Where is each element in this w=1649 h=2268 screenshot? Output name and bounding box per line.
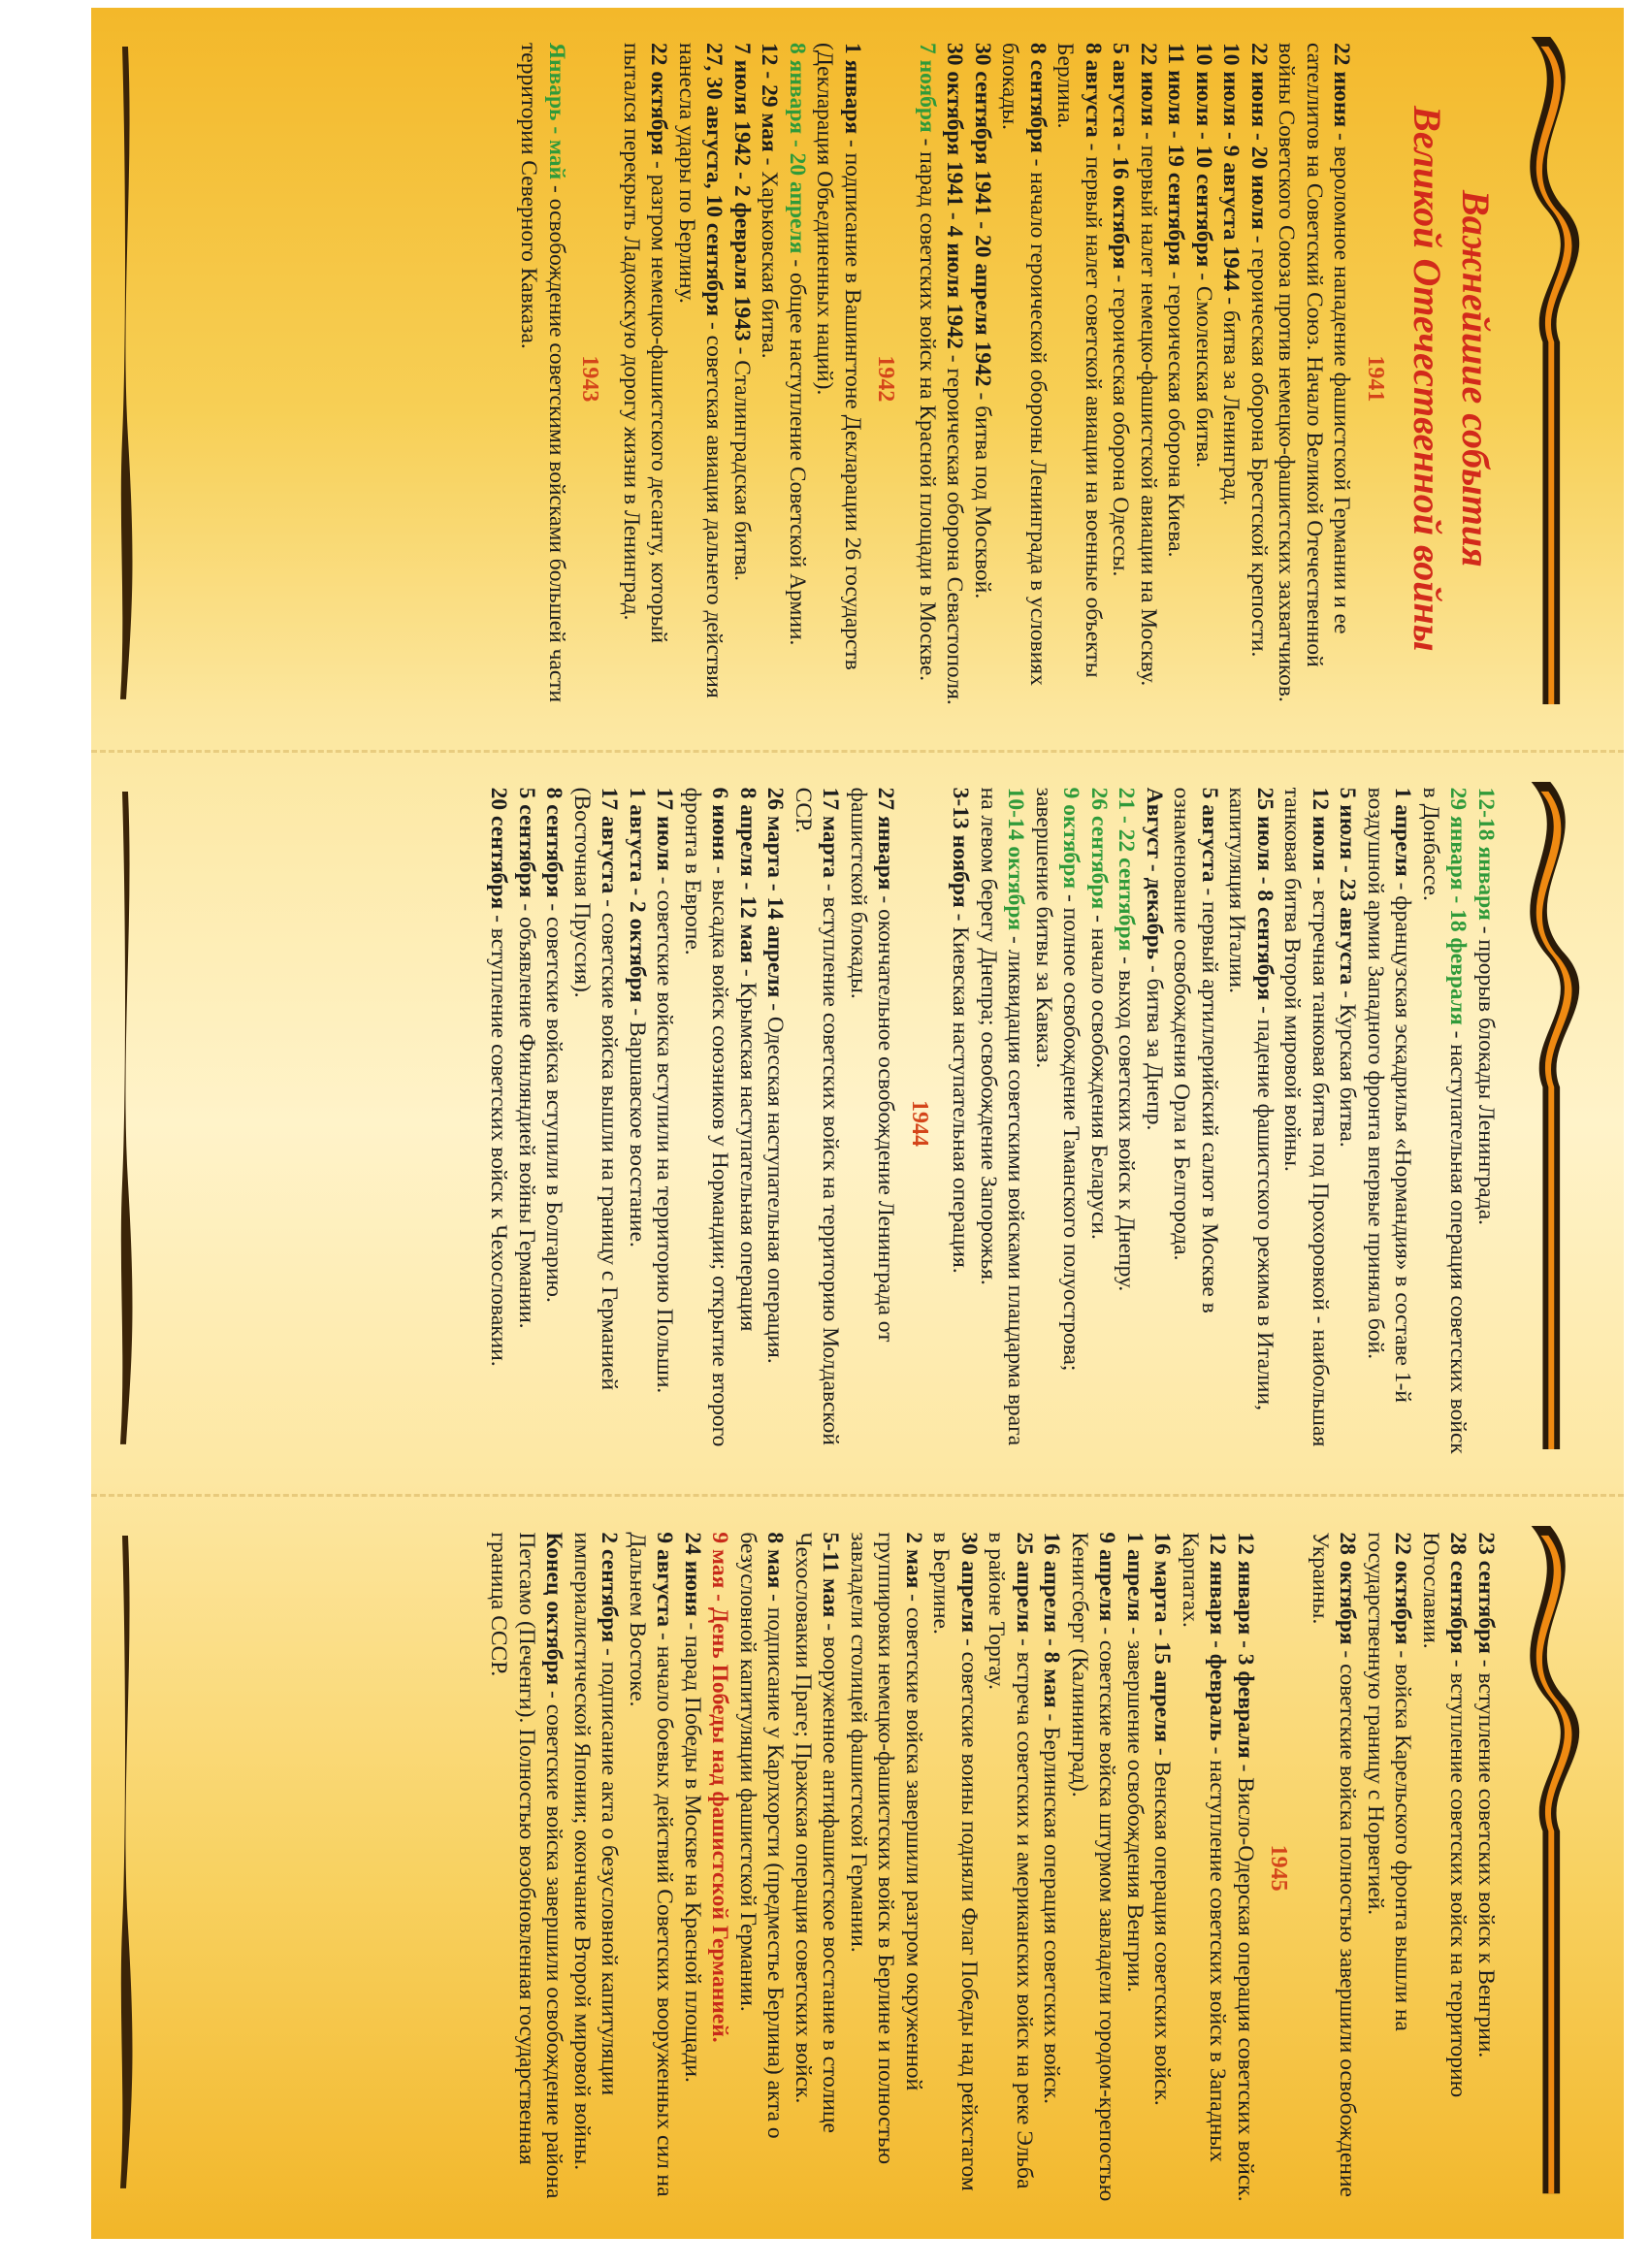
st-george-ribbon-icon <box>1516 37 1618 704</box>
event: Конец октября - советские войска завершили освобождение района Петсамо (Печенги). Полностью возобновленная государственная граница СССР. <box>486 1532 567 2199</box>
scanned-sheet <box>14 8 1624 2256</box>
event: 22 июля - первый налет немецко-фашистской авиации на Москву. <box>1136 43 1161 687</box>
event: 21 - 22 сентября - выход советских войск к Днепру. <box>1114 787 1140 1292</box>
panel-3 <box>91 1494 1624 2239</box>
event: 10 июля - 9 августа 1944 - битва за Ленинград. <box>1218 43 1245 506</box>
event: 28 октября - советские войска полностью завершили освобождение Украины. <box>1308 1532 1361 2197</box>
event: 22 июня - 20 июля - героическая оборона Брестской крепости. <box>1246 43 1272 658</box>
panel-1 <box>91 8 1624 750</box>
event: 12 января - 3 февраля - Висло-Одерская операция советских войск. <box>1233 1532 1258 2202</box>
event: 24 июня - парад Победы в Москве на Красной площади. <box>680 1532 705 2083</box>
ribbon-bottom-icon <box>114 792 136 1444</box>
title-line-1: Важнейшие события <box>1454 189 1498 567</box>
event: 16 марта - 15 апреля - Венская операция советских войск. <box>1149 1532 1176 2106</box>
panel-2-text <box>485 788 1500 1460</box>
event: 1 января - подписание в Вашингтоне Декларации 26 государств (Декларация Объединенных наций). <box>812 43 865 670</box>
event: 8 августа - первый налет советской авиации на военные объекты Берлина. <box>1052 43 1106 678</box>
event: 9 августа - начало боевых действий Советских вооруженных сил на Дальнем Востоке. <box>625 1532 678 2197</box>
event: 28 сентября - вступление советских войск на территорию Югославии. <box>1418 1532 1471 2098</box>
brochure <box>91 8 1624 2239</box>
year-1943: 1943 <box>577 355 603 403</box>
event: 26 марта - 14 апреля - Одесская наступательная операция. <box>762 787 789 1364</box>
event: 22 октября - войска Карельского фронта вышли на государственную границу с Норвегией. <box>1363 1532 1416 2031</box>
year-1945: 1945 <box>1266 1844 1292 1892</box>
event: 26 сентября - начало освобождения Беларуси. <box>1086 787 1112 1240</box>
event: 2 мая - советские войска завершили разгром окруженной группировки немецко-фашистских войск в Берлине и полностью завладели столицей фашистской Германии. <box>846 1532 926 2164</box>
event: 17 марта - вступление советских войск на территорию Молдавской ССР. <box>791 787 844 1445</box>
year-1941: 1941 <box>1363 355 1388 403</box>
event: 30 октября 1941 - 4 июля 1942 - героическая оборона Севастополя. <box>942 43 968 705</box>
event: 9 апреля - советские войска штурмом завладели городом-крепостью Кенигсберг (Калининград). <box>1067 1532 1120 2202</box>
event: 27 января - окончательное освобождение Ленинграда от фашистской блокады. <box>846 787 899 1343</box>
event: 17 июля - советские войска вступили на территорию Польши. <box>652 787 678 1394</box>
event: 9 октября - полное освобождение Таманского полуострова; завершение битвы за Кавказ. <box>1031 787 1084 1372</box>
event: 12 января - февраль - наступление советских войск в Западных Карпатах. <box>1178 1532 1231 2162</box>
st-george-ribbon-icon <box>1516 1526 1618 2193</box>
event: 5 сентября - объявление Финляндией войны Германии. <box>514 787 539 1329</box>
event: 30 сентября 1941 - 20 апреля 1942 - битва под Москвой. <box>970 43 995 599</box>
event: Август - декабрь - битва за Днепр. <box>1142 787 1167 1131</box>
event: 1 апреля - завершение освобождения Венгрии. <box>1122 1532 1148 1993</box>
event: 7 июля 1942 - 2 февраля 1943 - Сталинградская битва. <box>729 43 755 581</box>
event: 25 июля - 8 сентября - падение фашистского режима в Италии, капитуляция Италии. <box>1224 787 1277 1410</box>
event: 5-11 мая - вооруженное антифашистское восстание в столице Чехословакии Праге; Пражская операция советских войск. <box>791 1532 844 2133</box>
title-line-2: Великой Отечественной войны <box>1406 106 1449 652</box>
event: 8 апреля - 12 мая - Крымская наступательная операция <box>735 787 760 1332</box>
panel-2 <box>91 750 1624 1495</box>
event: 10-14 октября - ликвидация советскими войсками плацдарма врага на левом берегу Днепра; освобождение Запорожья. <box>976 787 1029 1446</box>
event: 22 июня - вероломное нападение фашистской Германии и ее сателлитов на Советский Союз. Начало Великой Отечественной войны Советского Союза против немецко-фашистских захватчиков. <box>1274 43 1355 702</box>
event: 5 июля - 23 августа - Курская битва. <box>1335 787 1361 1148</box>
event: 23 сентября - вступление советских войск к Венгрии. <box>1473 1532 1499 2058</box>
event: 10 июля - 10 сентября - Смоленская битва. <box>1191 43 1216 469</box>
event: 7 ноября - парад советских войск на Красной площади в Москве. <box>915 43 940 682</box>
event: 12-18 января - прорыв блокады Ленинграда. <box>1473 787 1499 1225</box>
st-george-ribbon-icon <box>1516 782 1618 1449</box>
event: 8 января - 20 апреля - общее наступление Советской Армии. <box>785 43 810 646</box>
event: 8 сентября - советские войска вступили в Болгарию. <box>541 787 567 1303</box>
event: 5 августа - первый артиллерийский салют в Москве в ознаменование освобождения Орла и Белгорода. <box>1169 787 1222 1313</box>
event: 12 - 29 мая - Харьковская битва. <box>757 43 783 359</box>
year-1944: 1944 <box>907 1100 932 1147</box>
event: 1 августа - 2 октября - Варшавское восстание. <box>625 787 650 1247</box>
event: 12 июля - встречная танковая битва под Прохоровкой - наибольшая танковая битва Второй мировой войны. <box>1279 787 1333 1447</box>
event: 22 октября - разгром немецко-фашистского десанту, который пытался перекрыть Ладожскую дорогу жизни в Ленинград. <box>619 43 672 644</box>
year-1942: 1942 <box>873 355 899 403</box>
event: 27, 30 августа, 10 сентября - советская авиация дальнего действия нанесла удары по Берлину. <box>674 43 728 698</box>
ribbon-bottom-icon <box>114 1536 136 2188</box>
ribbon-bottom-icon <box>114 47 136 699</box>
event: 3-13 ноября - Киевская наступательная операция. <box>948 787 974 1274</box>
panel-3-text <box>485 1532 1500 2204</box>
event: 25 апреля - встреча советских и американских войск на реке Эльба в районе Торгау. <box>984 1532 1037 2189</box>
event: 5 августа - 16 октября - героическая оборона Одессы. <box>1108 43 1134 577</box>
event: Январь - май - освобождение советскими войсками большей части территории Северного Кавказа. <box>516 43 569 703</box>
event: 29 января - 18 февраля - наступательная операция советских войск в Донбассе. <box>1418 787 1471 1454</box>
event: 17 августа - советские войска вышли на границу с Германией (Восточная Пруссия). <box>569 787 623 1391</box>
victory-day-event: 9 мая - День Победы над фашистской Германией. <box>707 1532 733 2043</box>
event: 20 сентября - вступление советских войск к Чехословакии. <box>486 787 512 1367</box>
event: 30 апреля - советские воины подняли Флаг Победы над рейхстагом в Берлине. <box>928 1532 982 2191</box>
panel-1-text <box>515 43 1500 715</box>
event: 1 апреля - французская эскадрилья «Нормандия» в составе 1-й воздушной армии Западного фронта впервые приняла бой. <box>1363 787 1416 1404</box>
event: 16 апреля - 8 мая - Берлинская операция советских войск. <box>1039 1532 1065 2104</box>
event: 6 июня - высадка войск союзников у Нормандии; открытие второго фронта в Европе. <box>680 787 733 1447</box>
event: 8 сентября - начало героической обороны Ленинграда в условиях блокады. <box>997 43 1051 686</box>
event: 11 июля - 19 сентября - героическая оборона Киева. <box>1163 43 1189 558</box>
brochure-title <box>1403 43 1500 715</box>
event: 8 мая - подписание у Карлхорсти (предместье Берлина) акта о безусловной капитуляции фашистской Германии. <box>735 1532 789 2139</box>
event: 2 сентября - подписание акта о безусловной капитуляции империалистической Японии; окончание Второй мировой войны. <box>569 1532 623 2171</box>
